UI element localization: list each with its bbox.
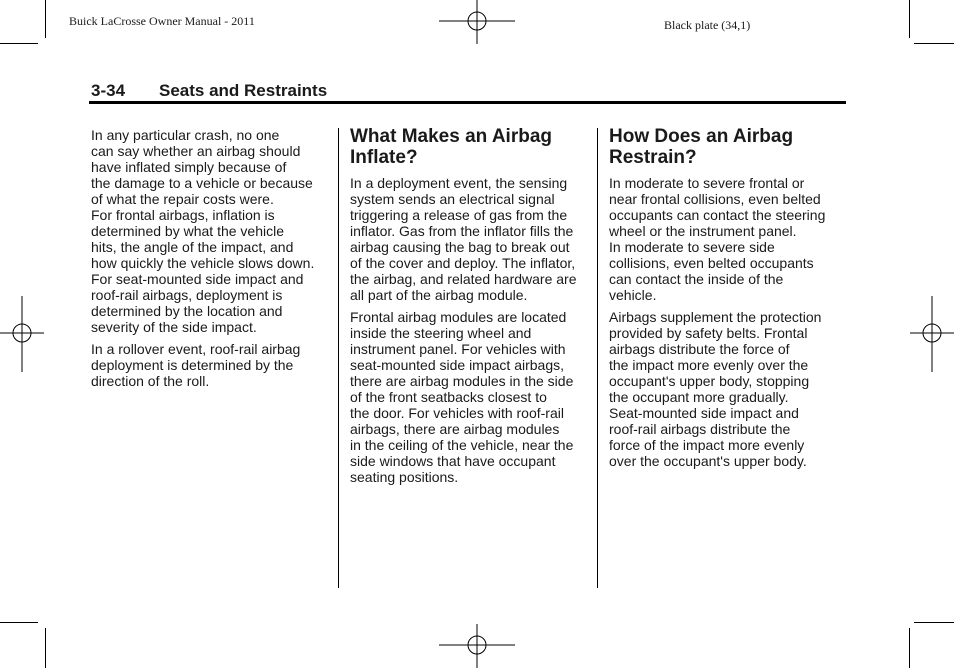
crop-mark <box>45 0 46 38</box>
crop-mark <box>0 43 38 44</box>
section-header <box>91 81 327 101</box>
column-divider <box>597 128 598 588</box>
column-1 <box>91 127 331 395</box>
paragraph: In a deployment event, the sensing system sends an electrical signal triggering a release of gas from the inflator. Gas from the inflator fills the airbag causing the bag to break out of the cover and deploy. The inflator, the airbag, and related hardware are all part of the airbag module. <box>350 175 577 303</box>
paragraph: Airbags supplement the protection provided by safety belts. Frontal airbags distribute the force of the impact more evenly over the occupant's upper body, stopping the occupant more gradually. Seat-mounted side impact and roof-rail airbags distribute the force of the impact more evenly over the occupant's upper body. <box>609 309 822 469</box>
paragraph: In moderate to severe frontal or near frontal collisions, even belted occupants can contact the steering wheel or the instrument panel. In moderate to severe side collisions, even belted occupants can contact the inside of the vehicle. <box>609 175 826 303</box>
plate-label: Black plate (34,1) <box>664 18 751 32</box>
heading-what-makes-airbag-inflate: What Makes an Airbag Inflate? <box>350 126 553 168</box>
paragraph: In any particular crash, no one can say whether an airbag should have inflated simply because of the damage to a vehicle or because of what the repair costs were. For frontal airbags, inflation is determined by what the vehicle hits, the angle of the impact, and how quickly the vehicle slows down. For seat-mounted side impact and roof-rail airbags, deployment is determined by the location and severity of the side impact. <box>91 127 315 335</box>
paragraph: Frontal airbag modules are located inside the steering wheel and instrument panel. For vehicles with seat-mounted side impact airbags, there are airbag modules in the side of the front seatbacks closest to the door. For vehicles with roof-rail airbags, there are airbag modules in the ceiling of the vehicle, near the side windows that have occupant seating positions. <box>350 309 574 485</box>
column-2 <box>350 126 590 491</box>
page-number: 3-34 <box>91 81 126 100</box>
header-rule <box>89 101 846 104</box>
heading-how-does-airbag-restrain: How Does an Airbag Restrain? <box>609 126 794 168</box>
crop-mark <box>45 628 46 668</box>
registration-mark-left <box>0 296 44 372</box>
registration-mark-top <box>439 0 515 44</box>
crop-mark <box>0 622 38 623</box>
registration-mark-right <box>910 296 954 372</box>
registration-mark-bottom <box>439 624 515 668</box>
manual-title: Buick LaCrosse Owner Manual - 2011 <box>69 14 255 28</box>
crop-mark <box>909 0 910 38</box>
crop-mark <box>909 628 910 668</box>
crop-mark <box>914 43 954 44</box>
section-title: Seats and Restraints <box>159 81 328 100</box>
paragraph: In a rollover event, roof-rail airbag deployment is determined by the direction of the roll. <box>91 341 301 389</box>
crop-mark <box>914 622 954 623</box>
column-3 <box>609 126 844 475</box>
column-divider <box>338 128 339 588</box>
